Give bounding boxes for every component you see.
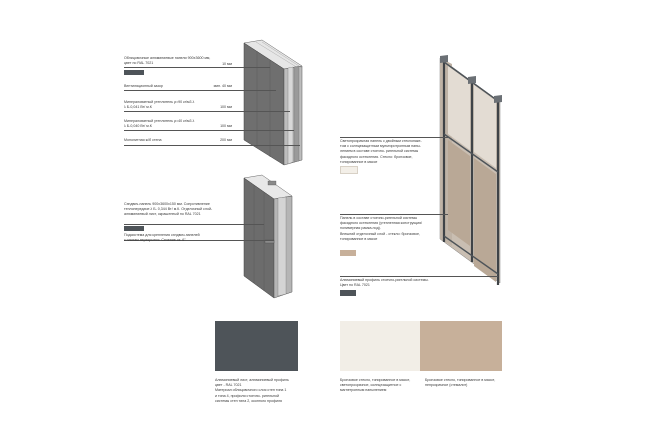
spandrel-note: Светопрозрачная панель с двойным стеклопаке- том с солнцезащитным мультиротронным напы- лением в составе стоечно- ригельной системы фасадного остекления. Стекло: бронзовое, тонированное в массе	[340, 139, 422, 164]
layer-label-4: Монолитная ж/б стена	[124, 138, 162, 142]
glass-white-swatch	[340, 166, 358, 174]
sample-bronze-transparent	[340, 321, 420, 371]
profile-note: Алюминиевый профиль стоечно-ригельной системы. Цвет по RAL 7021	[340, 278, 429, 288]
sample-aluminium-ral7021	[215, 321, 298, 371]
layer-label-1: Вентиляционный зазор	[124, 84, 163, 88]
glass-bronze-swatch	[340, 250, 356, 256]
panel-b-note: Подсистема для крепления сэндвич-панелей к плитам перекрытия. Сечение ок. 6"	[124, 233, 200, 243]
sample-aluminium-caption: Алюминиевый лист, алюминиевый профиль цвет - RAL 7021 Материал облицовочного слоя стен типа 1 и типа 4, профиля стоечно- ригельной системы стен типа 2, оконного профиля	[215, 378, 289, 403]
glass-note: Панель в составе стоечно-ригельной системы фасадного остекления (утепленная конструкция/ полимерная рамка-нод). Внешний отделочный слой - стекло: бронзовое, тонированное в массе	[340, 216, 423, 241]
layer-label-2: Минераловатный утеплитель ρ=90 кг/м3 λ λ Б-0,041 Вт/ м.К	[124, 100, 195, 110]
panel-a-title: Облицовочные алюминиевые панели 900х3600 мм, цвет по RAL 7021	[124, 56, 211, 66]
layer-value-4: 200 мм	[220, 138, 232, 142]
profile-ral-swatch	[340, 290, 356, 296]
ral7021-swatch-a	[124, 70, 144, 75]
layer-label-3: Минераловатный утеплитель ρ=40 кг/м3 λ λ Б-0,040 Вт/ м.К	[124, 119, 195, 129]
layer-value-1: мин. 40 мм	[213, 84, 232, 88]
ral7021-swatch-b	[124, 226, 144, 231]
sample-bronze-transparent-caption: Бронзовое стекло, тонированное в массе, светопрозрачное, солнцезащитное с магнетронным напылением	[340, 378, 411, 393]
layer-value-2: 100 мм	[220, 105, 232, 109]
layer-value-3: 100 мм	[220, 124, 232, 128]
sample-bronze-opaque-caption: Бронзовое стекло, тонированное в массе, непрозрачное (стемалит)	[425, 378, 496, 388]
panel-b-title: Сэндвич-панель 900х3600х150 мм. Сопротивление теплопередаче λ Б- 0,344 Вт/ м.К. Отделочный слой- алюминиевый лист, окрашенный по RAL 7021	[124, 202, 213, 217]
sample-bronze-opaque	[420, 321, 502, 371]
panel-a-title-value: 10 мм	[222, 62, 232, 66]
